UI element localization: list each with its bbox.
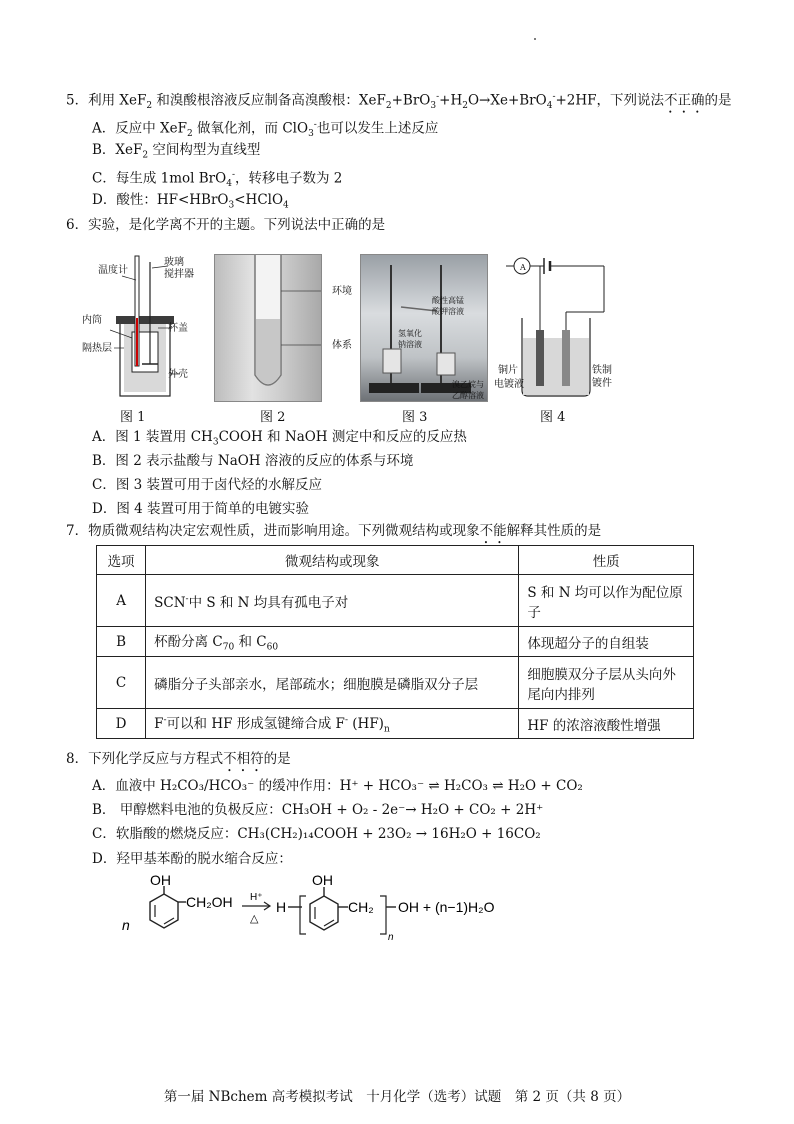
- q7-stem: 7．物质微观结构决定宏观性质，进而影响用途。下列微观结构或现象不能解释其性质的是: [66, 523, 602, 539]
- row-a-option: A: [97, 575, 146, 627]
- fig1-label-inner: 内筒: [82, 315, 102, 326]
- row-b-micro: 杯酚分离 $C_{70}$ 和 $C_{60}$: [146, 627, 519, 657]
- fig1-label-shell: 外壳: [168, 369, 188, 380]
- row-c-property: 细胞膜双分子层从头向外尾向内排列: [519, 657, 694, 709]
- fig3-label-naoh-2: 钠溶液: [398, 340, 422, 349]
- figure-caption-1: 图 1: [120, 410, 146, 425]
- row-c-micro: 磷脂分子头部亲水，尾部疏水；细胞膜是磷脂双分子层: [146, 657, 519, 709]
- fig3-label-bromo-1: 溴乙烷与: [452, 380, 484, 389]
- fig4-label-iron-1: 铁制: [592, 365, 612, 376]
- row-a-micro: SCN-中 S 和 N 均具有孤电子对: [146, 575, 519, 627]
- q8-option-d: D．羟甲基苯酚的脱水缩合反应：: [92, 851, 292, 867]
- eq-sub-n: n: [388, 932, 394, 943]
- fig4-label-copper: 铜片: [498, 365, 518, 376]
- fig3-label-kmno4-1: 酸性高锰: [432, 296, 464, 305]
- table-row: [97, 575, 694, 627]
- q7-table: [96, 545, 694, 739]
- fig1-label-thermometer: 温度计: [98, 265, 128, 276]
- row-c-option: C: [97, 657, 146, 709]
- fig4-ammeter-label: A: [520, 263, 526, 272]
- fig4-label-electrolyte: 电镀液: [494, 379, 524, 390]
- q5-option-b: B．XeF$_2$ 空间构型为直线型: [92, 142, 261, 161]
- eq-ch2: CH₂: [348, 899, 374, 915]
- fig3-label-bromo-2: 乙醇溶液: [452, 391, 484, 400]
- row-a-property: S 和 N 均可以作为配位原子: [519, 575, 694, 627]
- table-row: [97, 709, 694, 739]
- fig4-label-iron-2: 镀件: [592, 378, 612, 389]
- q8-option-c: C．软脂酸的燃烧反应：CH₃(CH₂)₁₄COOH + 23O₂ → 16H₂O + 16CO₂: [92, 826, 541, 842]
- row-d-property: HF 的浓溶液酸性增强: [519, 709, 694, 739]
- header-property: 性质: [519, 546, 694, 575]
- q6-option-b: B．图 2 表示盐酸与 NaOH 溶液的反应的体系与环境: [92, 453, 414, 469]
- page-footer: 第一届 NBchem 高考模拟考试 十月化学（选考）试题 第 2 页（共 8 页）: [163, 1089, 631, 1105]
- figure-2-test-tube: [214, 254, 322, 402]
- q8-option-b: B． 甲醇燃料电池的负极反应：CH₃OH + O₂ - 2e⁻→ H₂O + CO₂ + 2H⁺: [92, 802, 544, 818]
- row-d-micro: F-可以和 HF 形成氢键缔合成 F- $(HF)_n$: [146, 709, 519, 739]
- row-d-option: D: [97, 709, 146, 739]
- eq-n: n: [122, 917, 130, 933]
- q5-option-c: C．每生成 1mol BrO$_4$-，转移电子数为 2: [92, 170, 343, 190]
- eq-h: H: [276, 899, 287, 915]
- row-b-option: B: [97, 627, 146, 657]
- page-dot: [534, 38, 536, 40]
- table-row: [97, 657, 694, 709]
- fig3-label-naoh-1: 氢氧化: [398, 329, 422, 338]
- table-header-row: [97, 546, 694, 575]
- q6-option-d: D．图 4 装置可用于简单的电镀实验: [92, 501, 309, 517]
- header-micro: 微观结构或现象: [146, 546, 519, 575]
- fig2-label-system: 体系: [332, 340, 352, 351]
- fig1-label-lid: 杯盖: [168, 323, 188, 334]
- fig3-label-kmno4-2: 酸钾溶液: [432, 307, 464, 316]
- eq-oh-2: OH: [312, 874, 333, 888]
- figure-caption-2: 图 2: [260, 410, 286, 425]
- table-row: [97, 627, 694, 657]
- figure-caption-4: 图 4: [540, 410, 566, 425]
- q6-option-a: A．图 1 装置用 $CH_3COOH$ 和 NaOH 测定中和反应的反应热: [92, 429, 467, 448]
- row-b-property: 体现超分子的自组装: [519, 627, 694, 657]
- q8-option-a: A．血液中 H₂CO₃/HCO₃⁻ 的缓冲作用：H⁺ + HCO₃⁻ ⇌ H₂CO₃ ⇌ H₂O + CO₂: [92, 778, 583, 794]
- eq-oh-1: OH: [150, 874, 171, 888]
- eq-ch2oh: CH₂OH: [186, 894, 233, 910]
- q6-option-c: C．图 3 装置可用于卤代烃的水解反应: [92, 477, 323, 493]
- figure-caption-3: 图 3: [402, 410, 428, 425]
- q6-stem: 6．实验，是化学离不开的主题。下列说法中正确的是: [66, 217, 386, 233]
- eq-tail: OH + (n−1)H₂O: [398, 899, 495, 915]
- q5-stem: 5．利用 XeF$_2$ 和溴酸根溶液反应制备高溴酸根：$XeF_2+BrO_3^-+H_2O\to Xe+BrO_4^-+2HF$，下列说法不正确的是: [66, 92, 732, 112]
- q5-option-d: D．酸性：HF<HBrO$_3$<HClO$_4$: [92, 192, 289, 211]
- header-option: 选项: [97, 546, 146, 575]
- eq-cond-bottom: △: [250, 913, 259, 925]
- fig2-label-env: 环境: [332, 286, 352, 297]
- q5-option-a: A．反应中 XeF$_2$ 做氧化剂，而 ClO$_3$-也可以发生上述反应: [92, 120, 439, 140]
- condensation-equation: [120, 874, 540, 954]
- eq-cond-top: H⁺: [250, 892, 263, 903]
- fig1-label-stirrer: 搅拌器: [164, 269, 194, 280]
- q8-stem: 8．下列化学反应与方程式不相符的是: [66, 751, 291, 767]
- fig1-label-insulation: 隔热层: [82, 343, 112, 354]
- fig1-label-glass: 玻璃: [164, 257, 184, 268]
